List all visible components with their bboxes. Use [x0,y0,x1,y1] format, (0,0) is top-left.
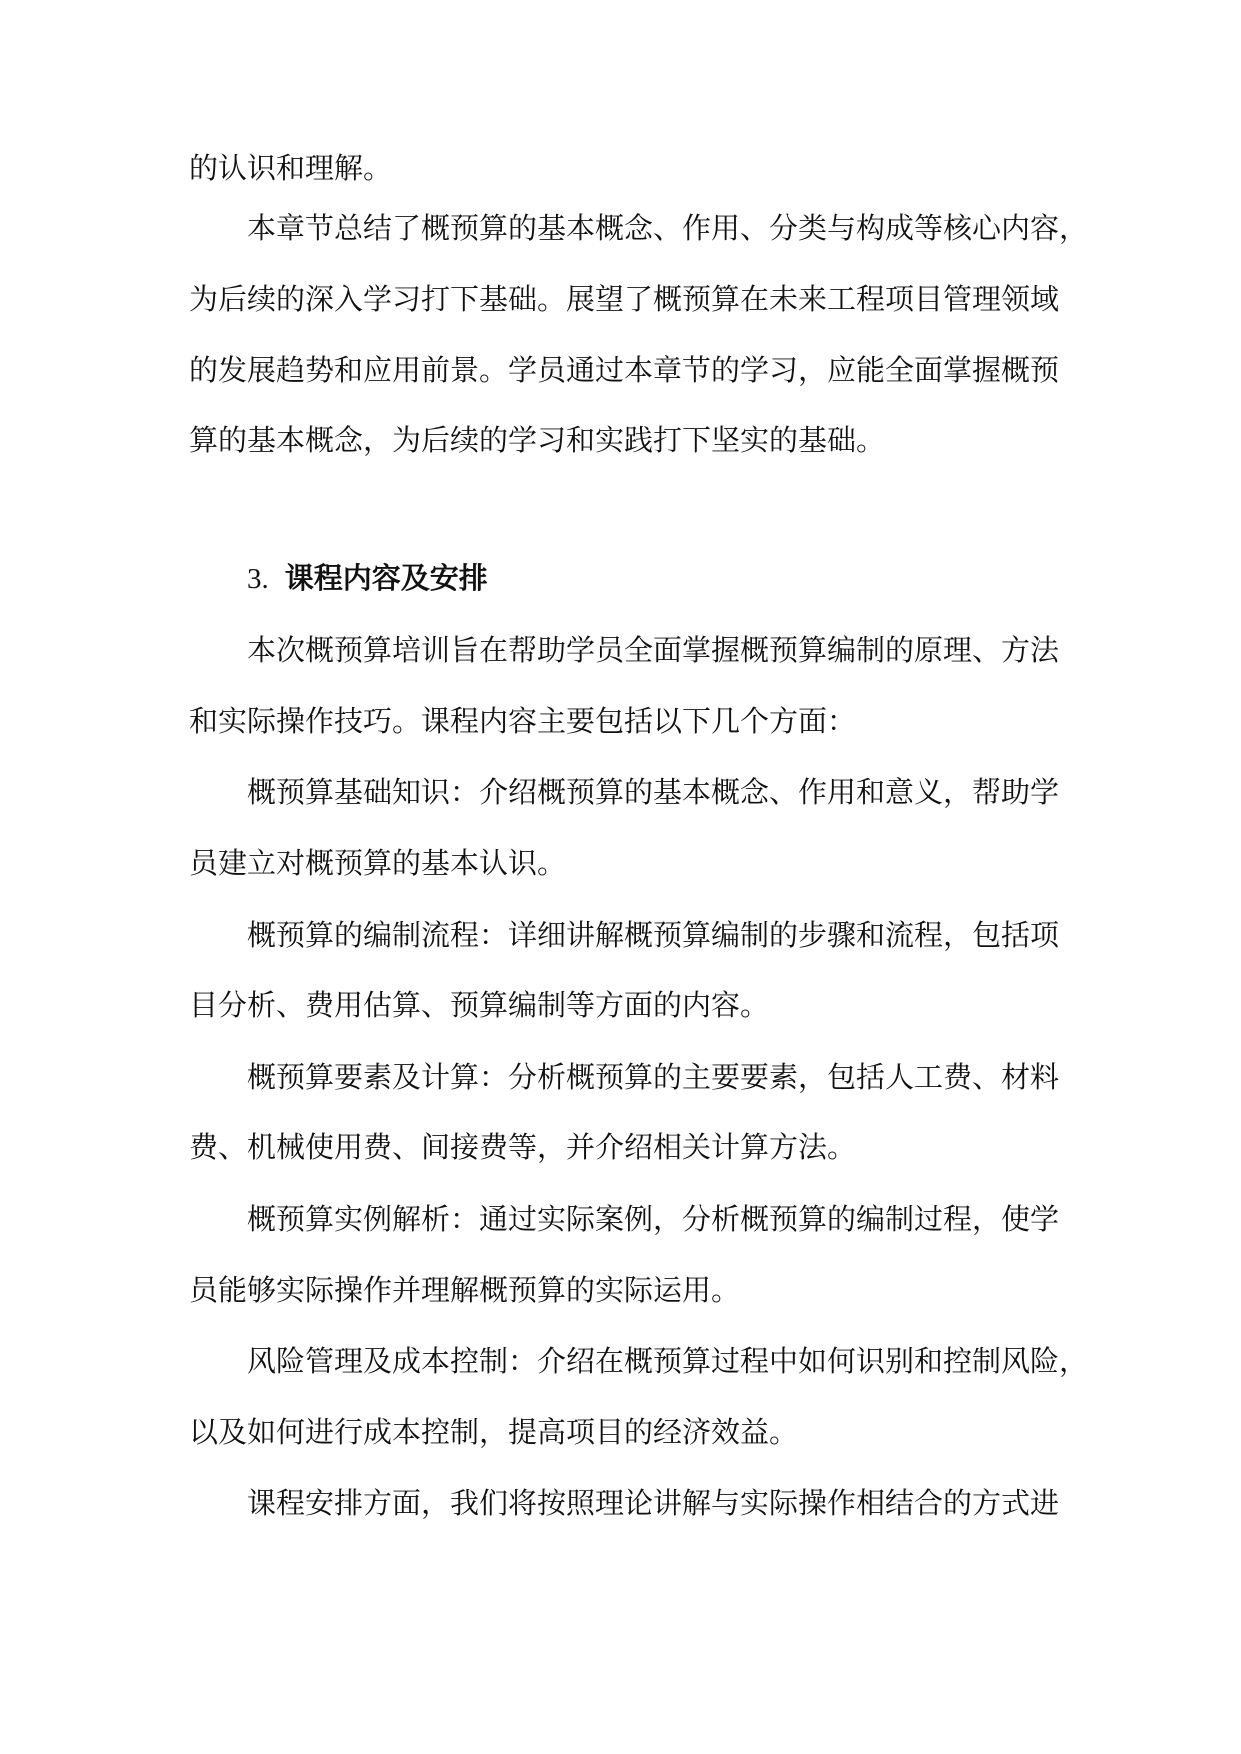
paragraph-line: 和实际操作技巧。课程内容主要包括以下几个方面： [189,704,857,738]
paragraph-line: 以及如何进行成本控制，提高项目的经济效益。 [189,1415,799,1449]
paragraph-line: 概预算实例解析：通过实际案例，分析概预算的编制过程，使学 [247,1202,1060,1236]
paragraph-line: 员能够实际操作并理解概预算的实际运用。 [189,1273,741,1307]
paragraph-line: 概预算的编制流程：详细讲解概预算编制的步骤和流程，包括项 [247,918,1060,952]
paragraph-line: 风险管理及成本控制：介绍在概预算过程中如何识别和控制风险， [247,1344,1089,1378]
section-title: 课程内容及安排 [284,561,488,595]
paragraph-line: 费、机械使用费、间接费等，并介绍相关计算方法。 [189,1130,857,1164]
paragraph-line: 算的基本概念，为后续的学习和实践打下坚实的基础。 [189,423,886,457]
paragraph-line: 本章节总结了概预算的基本概念、作用、分类与构成等核心内容， [247,211,1089,245]
paragraph-line: 的发展趋势和应用前景。学员通过本章节的学习，应能全面掌握概预 [189,353,1060,387]
section-heading [247,558,488,599]
paragraph-line: 的认识和理解。 [189,151,393,185]
paragraph-line: 课程安排方面，我们将按照理论讲解与实际操作相结合的方式进 [247,1486,1060,1520]
paragraph-line: 员建立对概预算的基本认识。 [189,846,567,880]
paragraph-line: 为后续的深入学习打下基础。展望了概预算在未来工程项目管理领域 [189,282,1060,316]
section-number: 3. [247,563,269,595]
paragraph-line: 概预算要素及计算：分析概预算的主要要素，包括人工费、材料 [247,1060,1060,1094]
paragraph-line: 概预算基础知识：介绍概预算的基本概念、作用和意义，帮助学 [247,775,1060,809]
paragraph-line: 本次概预算培训旨在帮助学员全面掌握概预算编制的原理、方法 [247,633,1060,667]
paragraph-line: 目分析、费用估算、预算编制等方面的内容。 [189,988,770,1022]
